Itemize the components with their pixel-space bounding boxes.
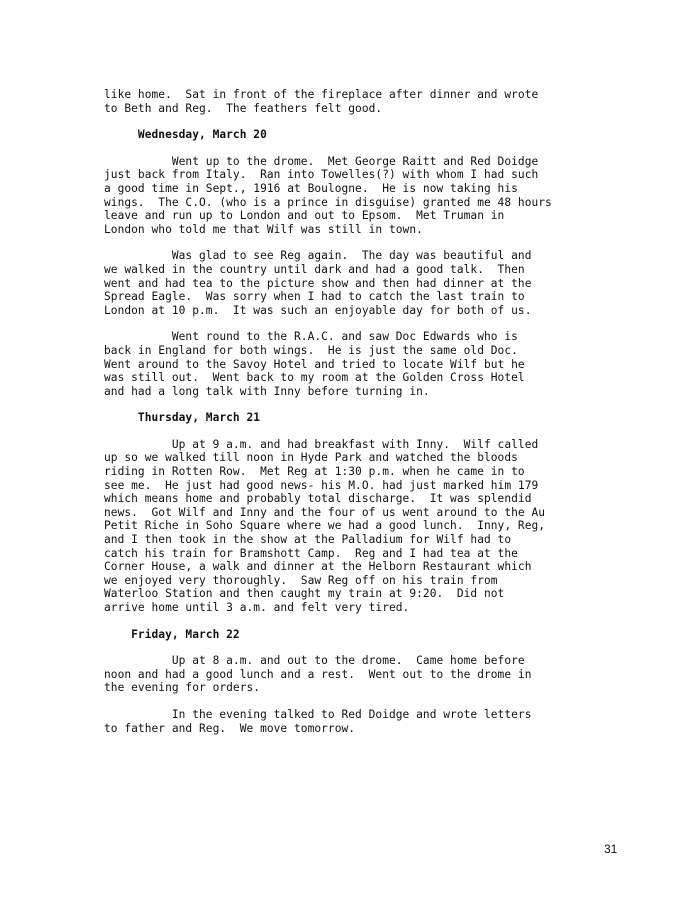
- paragraph: [104, 438, 604, 615]
- text-line: noon and had a good lunch and a rest. Went out to the drome in: [104, 667, 532, 681]
- text-line: Up at 9 a.m. and had breakfast with Inny. Wilf called: [104, 437, 539, 451]
- text-line: back in England for both wings. He is just the same old Doc.: [104, 343, 518, 357]
- text-line: we enjoyed very thoroughly. Saw Reg off on his train from: [104, 573, 498, 587]
- text-line: up so we walked till noon in Hyde Park and watched the bloods: [104, 451, 518, 465]
- text-line: news. Got Wilf and Inny and the four of us went around to the Au: [104, 505, 546, 519]
- text-line: London at 10 p.m. It was such an enjoyable day for both of us.: [104, 303, 532, 317]
- text-line: leave and run up to London and out to Epsom. Met Truman in: [104, 209, 505, 223]
- date-heading: Wednesday, March 20: [104, 128, 267, 142]
- page-number: 31: [604, 842, 618, 856]
- paragraph-gap: [104, 641, 604, 654]
- text-line: Corner House, a walk and dinner at the Helborn Restaurant which: [104, 560, 532, 574]
- text-line: Went up to the drome. Met George Raitt and Red Doidge: [104, 154, 539, 168]
- text-line: which means home and probably total discharge. It was splendid: [104, 492, 532, 506]
- paragraph-gap: [104, 142, 604, 155]
- text-line: Went around to the Savoy Hotel and tried to locate Wilf but he: [104, 357, 525, 371]
- text-line: was still out. Went back to my room at the Golden Cross Hotel: [104, 371, 525, 385]
- text-line: Petit Riche in Soho Square where we had a good lunch. Inny, Reg,: [104, 519, 546, 533]
- text-line: a good time in Sept., 1916 at Boulogne. He is now taking his: [104, 181, 518, 195]
- text-line: the evening for orders.: [104, 681, 261, 695]
- text-line: we walked in the country until dark and had a good talk. Then: [104, 262, 525, 276]
- paragraph: [104, 654, 604, 695]
- text-line: Waterloo Station and then caught my train at 9:20. Did not: [104, 587, 505, 601]
- date-heading: Thursday, March 21: [104, 411, 261, 425]
- text-line: Went round to the R.A.C. and saw Doc Edwards who is: [104, 330, 518, 344]
- text-line: arrive home until 3 a.m. and felt very tired.: [104, 601, 410, 614]
- paragraph: [104, 249, 604, 317]
- paragraph-gap: [104, 317, 604, 330]
- text-line: see me. He just had good news- his M.O. had just marked him 179: [104, 478, 539, 492]
- document-body: [104, 88, 604, 735]
- text-line: wings. The C.O. (who is a prince in disguise) granted me 48 hours: [104, 195, 552, 209]
- text-line: to Beth and Reg. The feathers felt good.: [104, 101, 383, 115]
- paragraph: [104, 155, 604, 237]
- text-line: and had a long talk with Inny before turning in.: [104, 384, 430, 398]
- paragraph-gap: [104, 236, 604, 249]
- paragraph-gap: [104, 615, 604, 628]
- text-line: just back from Italy. Ran into Towelles(?) with whom I had such: [104, 168, 539, 182]
- text-line: like home. Sat in front of the fireplace after dinner and wrote: [104, 88, 539, 101]
- text-line: to father and Reg. We move tomorrow.: [104, 721, 356, 735]
- text-line: Spread Eagle. Was sorry when I had to catch the last train to: [104, 290, 525, 304]
- text-line: Up at 8 a.m. and out to the drome. Came home before: [104, 654, 525, 668]
- paragraph: [104, 88, 604, 115]
- paragraph-gap: [104, 695, 604, 708]
- paragraph-gap: [104, 425, 604, 438]
- paragraph-gap: [104, 115, 604, 128]
- text-line: went and had tea to the picture show and then had dinner at the: [104, 276, 532, 290]
- text-line: and I then took in the show at the Palladium for Wilf had to: [104, 533, 512, 547]
- paragraph-gap: [104, 398, 604, 411]
- paragraph: [104, 708, 604, 735]
- text-line: Was glad to see Reg again. The day was beautiful and: [104, 249, 532, 263]
- date-heading: Friday, March 22: [104, 627, 240, 641]
- text-line: London who told me that Wilf was still in town.: [104, 222, 423, 236]
- paragraph: [104, 330, 604, 398]
- text-line: catch his train for Bramshott Camp. Reg and I had tea at the: [104, 546, 518, 560]
- text-line: riding in Rotten Row. Met Reg at 1:30 p.m. when he came in to: [104, 465, 525, 479]
- text-line: In the evening talked to Red Doidge and wrote letters: [104, 707, 532, 721]
